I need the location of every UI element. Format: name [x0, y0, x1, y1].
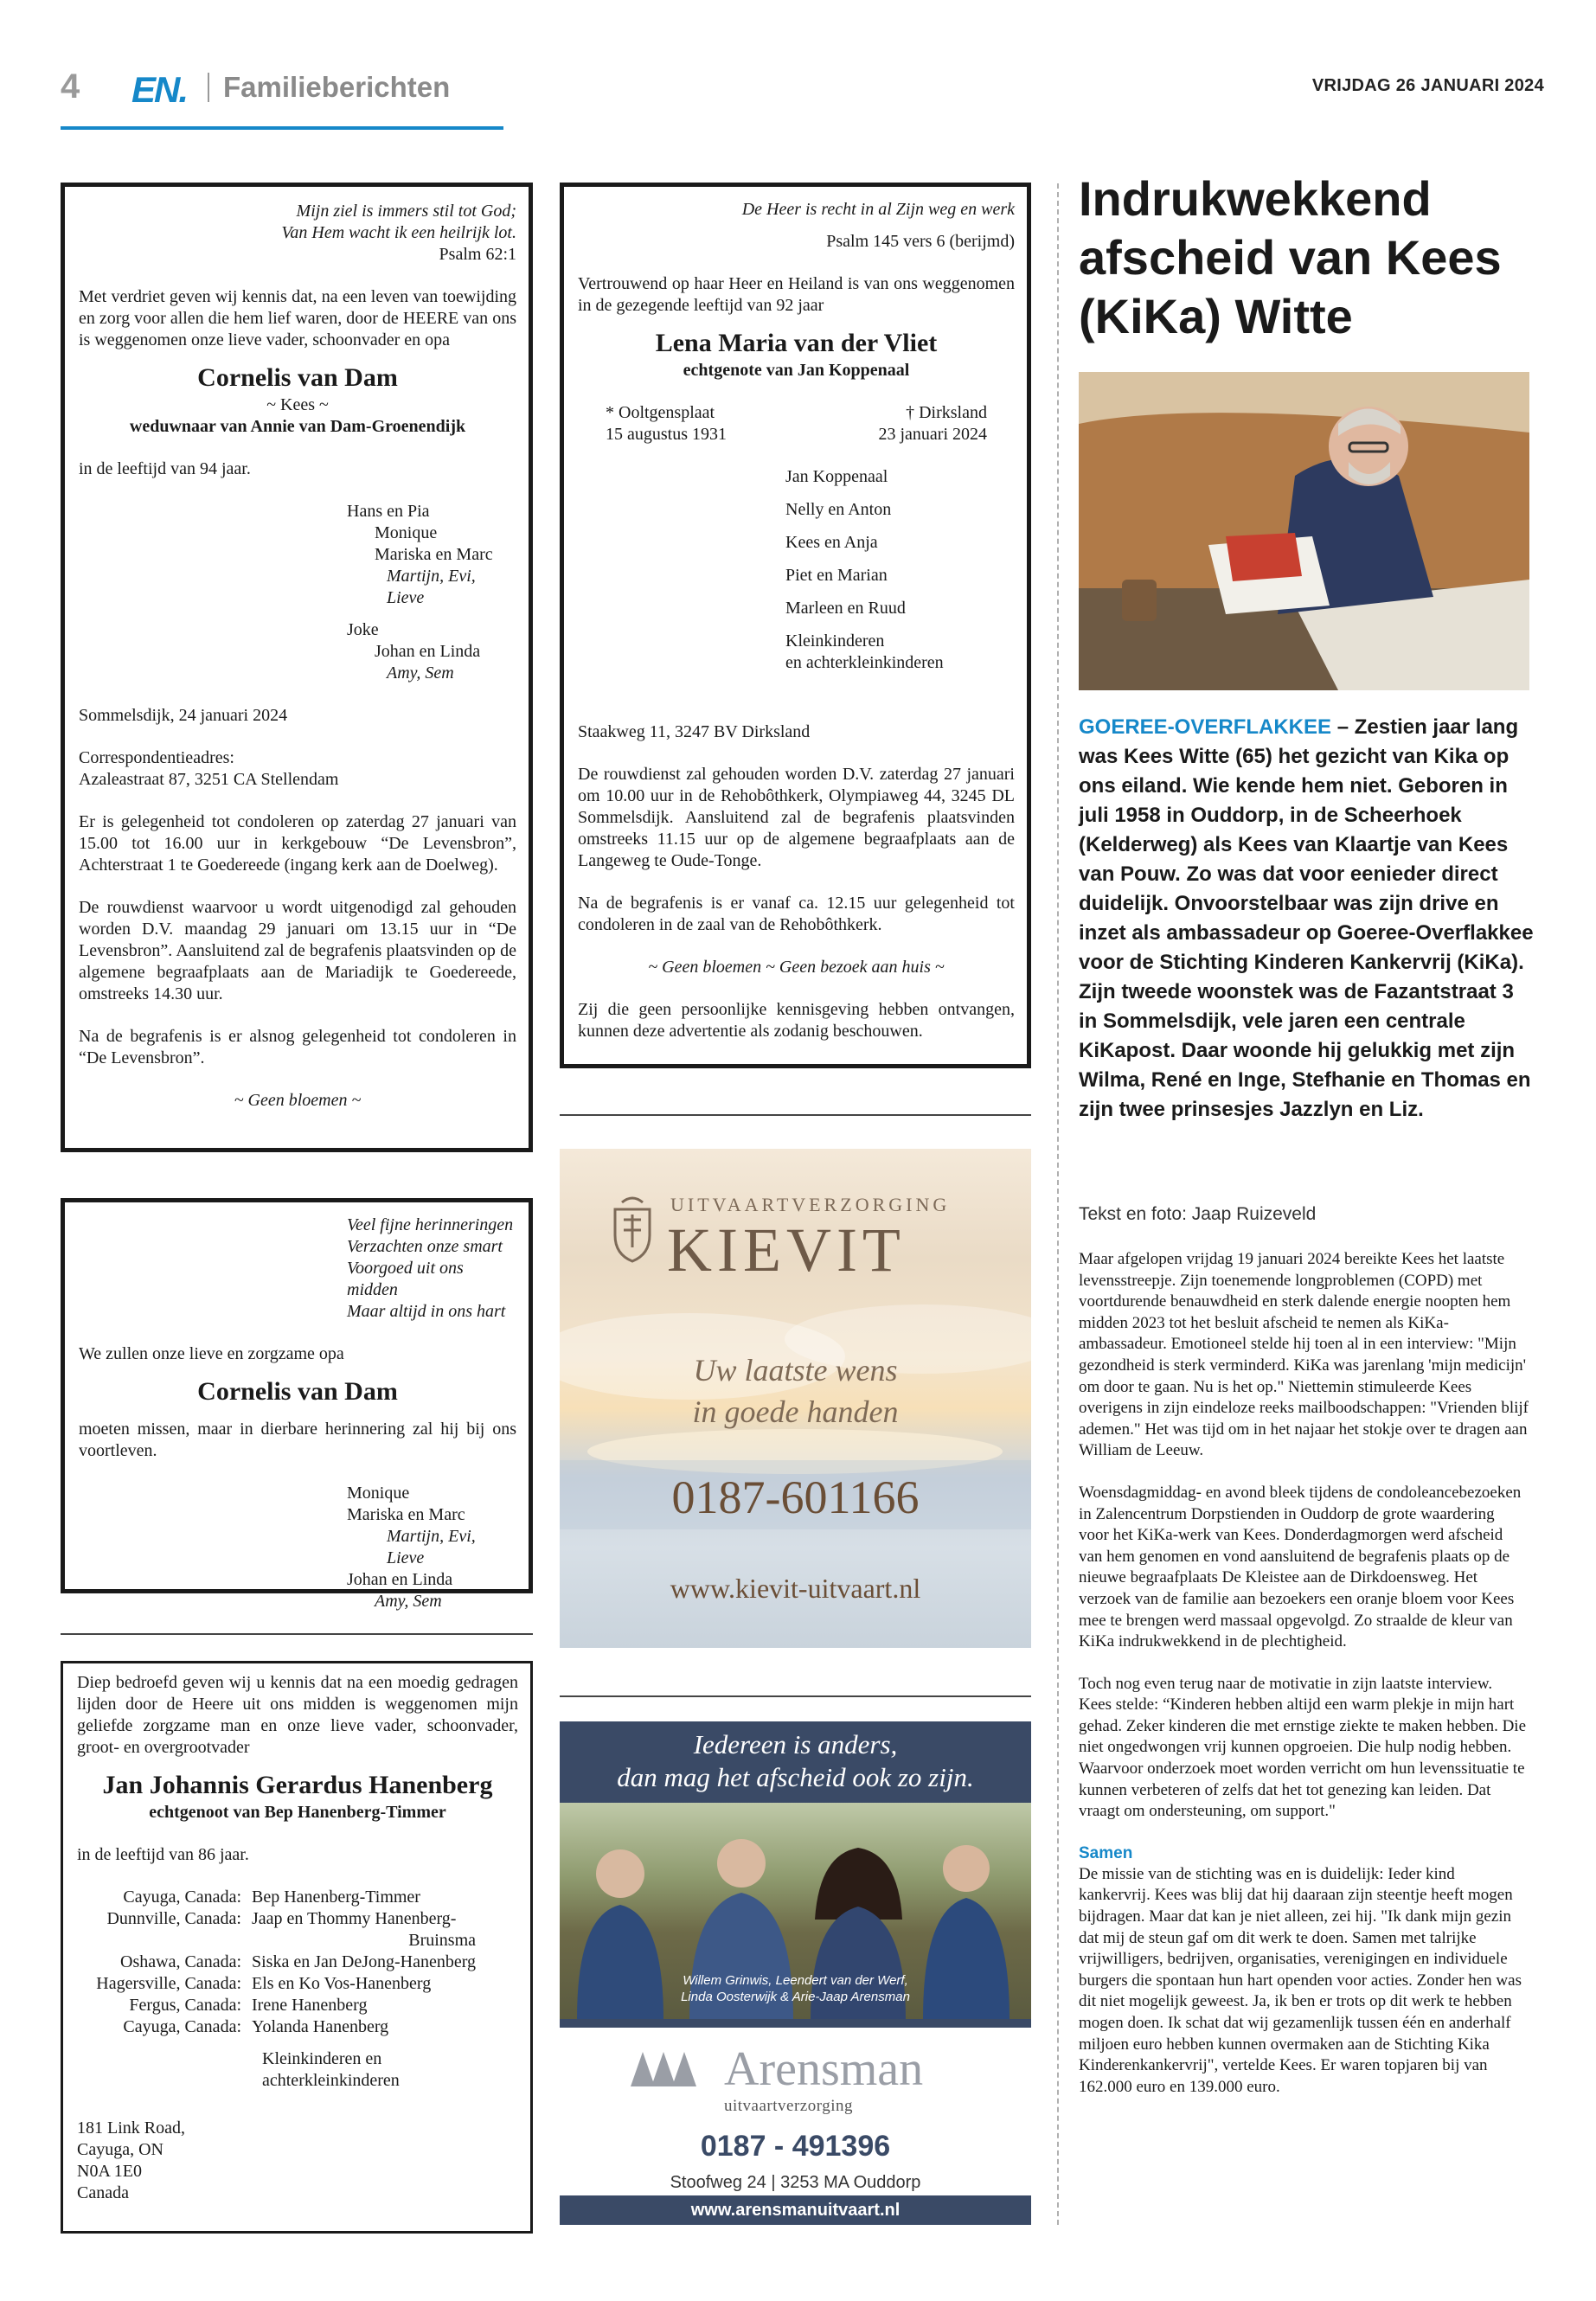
after-burial-info: Na de begrafenis is er alsnog gelegenheid tot condoleren in “De Levensbron”. — [79, 1027, 516, 1067]
family-address: Staakweg 11, 3247 BV Dirksland — [578, 722, 811, 741]
notice-footer: Zij die geen persoonlijke kennisgeving hebben ontvangen, kunnen deze advertentie als zodanig beschouwen. — [578, 1000, 1015, 1041]
family-member: Johan en Linda — [347, 1570, 453, 1589]
relative-city: Hagersville, Canada: — [96, 1974, 241, 1993]
relative-city: Fergus, Canada: — [129, 1996, 241, 2015]
lead-text: – Zestien jaar lang was Kees Witte (65) het gezicht van Kika op ons eiland. Wie kende hem niet. Geboren in juli 1958 in Ouddorp, in de Scheerhoek (Kelderweg) als Kees van Klaartje van Kees van Pouw. Zo was dat voor eenieder direct duidelijk. Onvoorstelbaar was zijn drive en inzet als ambassadeur op Goeree-Overflakkee voor de Stichting Kinderen Kankervrij (KiKa). Zijn tweede woonstek was de Fazantstraat 3 in Sommelsdijk, vele jaren een centrale KiKapost. Daar woonde hij gelukkig met zijn Wilma, René en Inge, Stefhanie en Thomas en zijn twee prinsesjes Jazzlyn en Liz. — [1079, 715, 1534, 1121]
kievit-phone[interactable]: 0187-601166 — [671, 1471, 920, 1523]
arensman-headline — [560, 1721, 1031, 1803]
family-list — [347, 1483, 516, 1612]
column-divider — [1057, 183, 1059, 2225]
arensman-team-photo — [560, 1803, 1031, 2019]
relative-row — [77, 1995, 476, 2016]
arensman-logo-text: Arensman — [724, 2042, 924, 2096]
article-paragraph: Toch nog even terug naar de motivatie in zijn laatste interview. Kees stelde: “Kinderen hebben altijd een warm plekje in mijn hart gehad. Zeker kinderen die met ernstige ziekte te maken hebben. Die niet ongedwongen vrij kunnen opgroeien. Die hulp nodig hebben. Waarvoor onderzoek moet worden verricht om hun levenssituatie te kunnen verbeteren of zelfs dat het tot genezing kan leiden. Dat vraagt om ondersteuning, om support." — [1079, 1674, 1526, 1821]
column-rule — [560, 1114, 1031, 1116]
family-member: Amy, Sem — [387, 663, 454, 683]
lead-dateline: GOEREE-OVERFLAKKEE — [1079, 715, 1332, 739]
relative-names: Els en Ko Vos-Hanenberg — [252, 1974, 432, 1993]
notice-intro: Diep bedroefd geven wij u kennis dat na een moedig gedragen lijden door de Heere uit ons midden is weggenomen mijn geliefde zorgzame man en onze lieve vader, schoonvader, groot- en overgrootvader — [77, 1673, 518, 1757]
article-paragraph: De missie van de stichting was en is duidelijk: Ieder kind kankervrij. Kees was blij dat hij daaraan zijn steentje heeft mogen bijdragen. Maar dat kan je niet alleen, zei hij. "Ik dank mijn gezin dat mij de steun gaf om dit werk te doen. Samen met talrijke vrijwilligers, bedrijven, organisaties, verenigingen en individuele burgers die spontaan hun hart openden voor acties. Zonder hen was dit niet mogelijk geweest. Ja, ik ben er trots op dit werk te hebben mogen doen. Ik schat dat wij gezamenlijk tussen één en anderhalf miljoen euro hebben kunnen overmaken aan de Stichting Kika Kinderenkankervrij", vertelde Kees. Er waren topjaren bij van 162.000 euro en 139.000 euro. — [1079, 1864, 1522, 2096]
deceased-name: Lena Maria van der Vliet — [655, 329, 938, 357]
family-list — [578, 466, 1015, 674]
service-info: De rouwdienst zal gehouden worden D.V. zaterdag 27 januari om 10.00 uur in de Rehobôthkerk, Olympiaweg 44, 3245 DL Sommelsdijk. Aansluitend zal de begrafenis plaatsvinden omstreeks 11.15 uur op de algemene begraafplaats aan de Langeweg te Oude-Tonge. — [578, 765, 1015, 870]
family-member: Amy, Sem — [375, 1592, 442, 1611]
relative-city — [77, 1930, 252, 1952]
slogan-line: Uw laatste wens — [693, 1353, 898, 1388]
notice-intro: Vertrouwend op haar Heer en Heiland is van ons weggenomen in de gezegende leeftijd van 92 jaar — [578, 274, 1015, 315]
relative-names: Siska en Jan DeJong-Hanenberg — [252, 1952, 477, 1971]
man-reading-papers-illustration — [1079, 372, 1529, 690]
family-member: Mariska en Marc — [347, 1505, 465, 1524]
notice-motto — [79, 201, 516, 244]
family-member: Piet en Marian — [785, 566, 888, 585]
page-header — [61, 67, 1544, 112]
arensman-logo — [631, 2041, 923, 2097]
service-info: De rouwdienst waarvoor u wordt uitgenodigd zal gehouden worden D.V. maandag 29 januari om 13.15 uur in “De Levensbron”. Aansluitend zal de begrafenis plaatsvinden op de algemene begraafplaats aan de Mariadijk te Goedereede, omstreeks 14.30 uur. — [79, 898, 516, 1003]
relative-row — [77, 1973, 476, 1995]
relative-names: Bep Hanenberg-Timmer — [252, 1888, 420, 1907]
arensman-website-link[interactable]: www.arensmanuitvaart.nl — [560, 2195, 1031, 2225]
kievit-website-link[interactable]: www.kievit-uitvaart.nl — [670, 1573, 921, 1604]
relative-city: Oshawa, Canada: — [120, 1952, 241, 1971]
correspondence-address: Azaleastraat 87, 3251 CA Stellendam — [79, 770, 339, 789]
notice-intro: We zullen onze lieve en zorgzame opa — [79, 1344, 344, 1363]
family-member: en achterkleinkinderen — [785, 653, 944, 672]
relative-row — [77, 1930, 476, 1952]
death-info — [878, 402, 987, 445]
family-member: Martijn, Evi, Lieve — [387, 1527, 476, 1567]
death-date: 23 januari 2024 — [878, 425, 987, 444]
column-rule — [560, 1695, 1031, 1697]
motto-line: Mijn ziel is immers stil tot God; — [296, 202, 516, 221]
article-title: Indrukwekkend afscheid van Kees (KiKa) Witte — [1079, 171, 1502, 343]
deceased-age: in de leeftijd van 94 jaar. — [79, 459, 251, 478]
slogan-line: in goede handen — [692, 1394, 899, 1429]
birth-death-dates — [578, 402, 1015, 445]
kievit-slogan — [560, 1349, 1031, 1433]
family-member: Jan Koppenaal — [785, 467, 888, 486]
article-body — [1079, 1249, 1529, 2118]
kievit-tagline: UITVAARTVERZORGING — [670, 1194, 951, 1215]
death-notice-cornelis-grandchildren — [61, 1198, 533, 1611]
issue-date: VRIJDAG 26 JANUARI 2024 — [1311, 76, 1544, 95]
family-member: Nelly en Anton — [785, 500, 892, 519]
grandchildren — [262, 2048, 518, 2092]
place-date: Sommelsdijk, 24 januari 2024 — [79, 706, 288, 725]
kievit-crest-icon — [608, 1194, 657, 1263]
notice-motto: De Heer is recht in al Zijn weg en werk — [741, 200, 1015, 219]
notice-text: moeten missen, maar in dierbare herinnering zal hij bij ons voortleven. — [79, 1420, 516, 1460]
newspaper-logo[interactable]: EN. — [131, 69, 188, 110]
death-notice-lena — [560, 183, 1031, 1068]
motto-line: Veel fijne herinneringen — [347, 1215, 514, 1234]
address-line: Canada — [77, 2183, 129, 2202]
kievit-name: KIEVIT — [667, 1215, 906, 1285]
header-rule — [61, 126, 503, 130]
arensman-subtitle: uitvaartverzorging — [724, 2097, 853, 2115]
notice-closing: ~ Geen bloemen ~ — [234, 1091, 362, 1110]
family-member: Johan en Linda — [375, 642, 481, 661]
relative-city: Cayuga, Canada: — [123, 2017, 241, 2036]
relatives-table — [77, 1887, 476, 2038]
birth-date: 15 augustus 1931 — [606, 425, 727, 444]
address-line: N0A 1E0 — [77, 2162, 142, 2181]
address-line: Cayuga, ON — [77, 2140, 163, 2159]
arensman-phone[interactable]: 0187 - 491396 — [700, 2130, 891, 2163]
relative-names: Yolanda Hanenberg — [252, 2017, 389, 2036]
relative-names: Jaap en Thommy Hanenberg- — [252, 1909, 457, 1928]
article-photo — [1079, 372, 1529, 690]
grandchildren-line: Kleinkinderen en — [262, 2049, 382, 2068]
relative-city: Dunnville, Canada: — [106, 1909, 241, 1928]
death-notice-cornelis — [61, 183, 533, 1152]
notice-motto — [347, 1215, 516, 1323]
relative-row — [77, 1887, 476, 1908]
address-line: 181 Link Road, — [77, 2118, 185, 2138]
header-divider — [208, 73, 209, 102]
motto-line: Maar altijd in ons hart — [347, 1302, 506, 1321]
ad-arensman[interactable] — [560, 1721, 1031, 2225]
family-list — [347, 501, 516, 684]
family-member: Hans en Pia — [347, 502, 430, 521]
death-notice-hanenberg — [61, 1661, 533, 2234]
relative-row — [77, 1908, 476, 1930]
family-member: Mariska en Marc — [375, 545, 493, 564]
photo-caption — [560, 1972, 1031, 2005]
article-paragraph: Woensdagmiddag- en avond bleek tijdens de condoleancebezoeken in Zalencentrum Dorpstienden in Ouddorp de grote waardering voor het KiKa-werk van Kees. Donderdagmorgen werd afscheid van hem genomen en vond aansluitend de begrafenis plaats op de nieuwe begraafplaats De Kleistee aan de Dirkdoensweg. Het verzoek van de familie aan bezoekers een oranje bloem voor Kees mee te brengen werd massaal opgevolgd. Zo straalde de kleur van KiKa indrukwekkend in de plechtigheid. — [1079, 1483, 1522, 1651]
deceased-age: in de leeftijd van 86 jaar. — [77, 1845, 249, 1864]
motto-line: Van Hem wacht ik een heilrijk lot. — [281, 223, 516, 242]
birth-place: * Ooltgensplaat — [606, 403, 715, 422]
deceased-spouse: weduwnaar van Annie van Dam-Groenendijk — [129, 417, 466, 436]
article-byline: Tekst en foto: Jaap Ruizeveld — [1079, 1204, 1317, 1224]
family-address — [77, 2118, 518, 2204]
notice-intro: Met verdriet geven wij kennis dat, na een leven van toewijding en zorg voor allen die hem lief waren, door de HEERE van ons is weggenomen onze lieve vader, schoonvader en opa — [79, 287, 516, 349]
caption-line: Willem Grinwis, Leendert van der Werf, — [683, 1973, 908, 1988]
article-lead — [1079, 713, 1537, 1125]
birth-info — [606, 402, 727, 445]
notice-closing: ~ Geen bloemen ~ Geen bezoek aan huis ~ — [648, 958, 945, 977]
relative-city: Cayuga, Canada: — [123, 1888, 241, 1907]
family-member: Martijn, Evi, Lieve — [387, 567, 476, 607]
family-member: Monique — [375, 523, 438, 542]
grandchildren-line: achterkleinkinderen — [262, 2071, 400, 2090]
family-member: Kees en Anja — [785, 533, 878, 552]
motto-line: Voorgoed uit ons midden — [347, 1259, 464, 1299]
relative-names: Bruinsma — [408, 1931, 477, 1950]
correspondence-label: Correspondentieadres: — [79, 748, 234, 767]
family-member: Marleen en Ruud — [785, 599, 906, 618]
deceased-name: Jan Johannis Gerardus Hanenberg — [102, 1771, 493, 1799]
deceased-nickname: ~ Kees ~ — [266, 395, 329, 414]
motto-reference: Psalm 145 vers 6 (berijmd) — [826, 232, 1015, 251]
relative-names: Irene Hanenberg — [252, 1996, 368, 2015]
deceased-name: Cornelis van Dam — [197, 1377, 398, 1406]
family-member: Kleinkinderen — [785, 631, 885, 651]
column-rule — [61, 1633, 533, 1635]
page-number: 4 — [61, 67, 80, 106]
section-title: Familieberichten — [223, 71, 451, 103]
death-place: † Dirksland — [906, 403, 987, 422]
ad-kievit[interactable] — [560, 1149, 1031, 1648]
family-member: Joke — [347, 620, 379, 639]
motto-line: Verzachten onze smart — [347, 1237, 503, 1256]
motto-reference: Psalm 62:1 — [439, 245, 516, 264]
after-burial-info: Na de begrafenis is er vanaf ca. 12.15 uur gelegenheid tot condoleren in de zaal van de Rehobôthkerk. — [578, 894, 1015, 934]
family-member: Monique — [347, 1484, 410, 1503]
deceased-name: Cornelis van Dam — [197, 363, 398, 392]
headline-line: dan mag het afscheid ook zo zijn. — [617, 1762, 974, 1792]
deceased-spouse: echtgenote van Jan Koppenaal — [683, 361, 910, 380]
condolence-info: Er is gelegenheid tot condoleren op zaterdag 27 januari van 15.00 tot 16.00 uur in kerkgebouw “De Levensbron”, Achterstraat 1 te Goedereede (ingang kerk aan de Doelweg). — [79, 812, 516, 875]
headline-line: Iedereen is anders, — [693, 1729, 898, 1759]
deceased-spouse: echtgenoot van Bep Hanenberg-Timmer — [149, 1803, 446, 1822]
relative-row — [77, 1952, 476, 1973]
relative-row — [77, 2016, 476, 2038]
article-subheading: Samen — [1079, 1843, 1133, 1862]
caption-line: Linda Oosterwijk & Arie-Jaap Arensman — [681, 1990, 910, 2004]
arensman-band — [560, 2019, 1031, 2028]
article-paragraph: Maar afgelopen vrijdag 19 januari 2024 bereikte Kees het laatste levensstreepje. Zijn toenemende longproblemen (COPD) met voortdurende benauwdheid en sterk dalende energie noopten hem midden 2023 tot het besluit afscheid te nemen als KiKa-ambassadeur. Emotioneel stelde hij toen al in een interview: "Mijn gezondheid is sterk verminderd. KiKa was jarenlang 'mijn medicijn' om door te gaan. Nu is het op." Niettemin stimuleerde Kees overigens in zijn eindeloze reeks mailboodschappen: "Vrienden blijf ademen." Het was tijd om in het najaar het stokje over te dragen aan William de Leeuw. — [1079, 1250, 1529, 1460]
arensman-address: Stoofweg 24 | 3253 MA Ouddorp — [670, 2173, 921, 2192]
